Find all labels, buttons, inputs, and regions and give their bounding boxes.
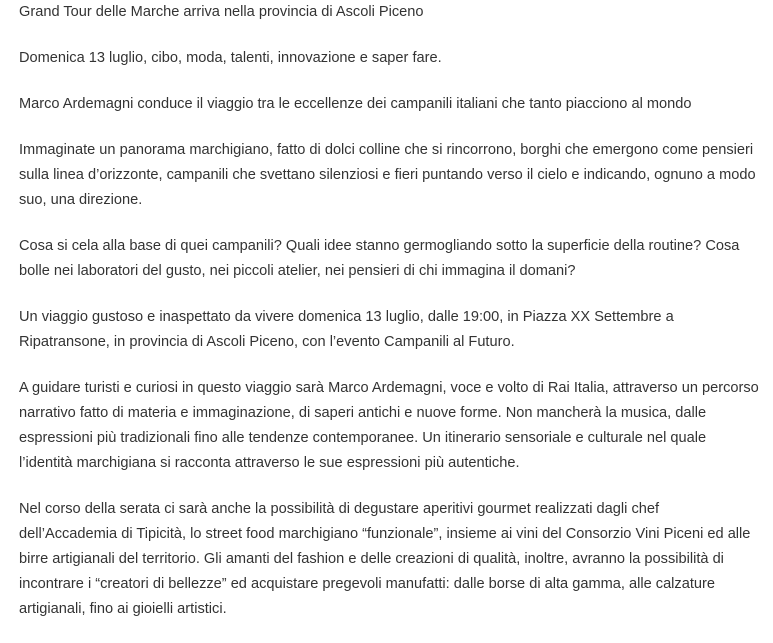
article-body <box>19 0 759 643</box>
article-lead: Marco Ardemagni conduce il viaggio tra le eccellenze dei campanili italiani che tanto piacciono al mondo <box>19 96 692 112</box>
paragraph-landscape: Immaginate un panorama marchigiano, fatto di dolci colline che si rincorrono, borghi che emergono come pensieri sulla linea d’orizzonte, campanili che svettano silenziosi e fieri puntando verso il cielo e indicando, ognuno a modo suo, una direzione. <box>19 142 756 208</box>
paragraph-food-fashion: Nel corso della serata ci sarà anche la possibilità di degustare aperitivi gourmet realizzati dagli chef dell’Accademia di Tipicità, lo street food marchigiano “funzionale”, insieme ai vini del Consorzio Vini Piceni ed alle birre artigianali del territorio. Gli amanti del fashion e delle creazioni di qualità, inoltre, avranno la possibilità di incontrare i “creatori di bellezze” ed acquistare pregevoli manufatti: dalle borse di alta gamma, alle calzature artigianali, fino ai gioielli artistici. <box>19 501 751 617</box>
article-subtitle: Domenica 13 luglio, cibo, moda, talenti, innovazione e saper fare. <box>19 50 442 66</box>
article-title: Grand Tour delle Marche arriva nella provincia di Ascoli Piceno <box>19 4 424 20</box>
paragraph-questions: Cosa si cela alla base di quei campanili? Quali idee stanno germogliando sotto la superficie della routine? Cosa bolle nei laboratori del gusto, nei piccoli atelier, nei pensieri di chi immagina il domani? <box>19 238 740 279</box>
paragraph-host: A guidare turisti e curiosi in questo viaggio sarà Marco Ardemagni, voce e volto di Rai Italia, attraverso un percorso narrativo fatto di materia e immaginazione, di saperi antichi e nuove forme. Non mancherà la musica, dalle espressioni più tradizionali fino alle tendenze contemporanee. Un itinerario sensoriale e culturale nel quale l’identità marchigiana si racconta attraverso le sue espressioni più autentiche. <box>19 380 759 471</box>
paragraph-event-details: Un viaggio gustoso e inaspettato da vivere domenica 13 luglio, dalle 19:00, in Piazza XX Settembre a Ripatransone, in provincia di Ascoli Piceno, con l’evento Campanili al Futuro. <box>19 309 674 350</box>
